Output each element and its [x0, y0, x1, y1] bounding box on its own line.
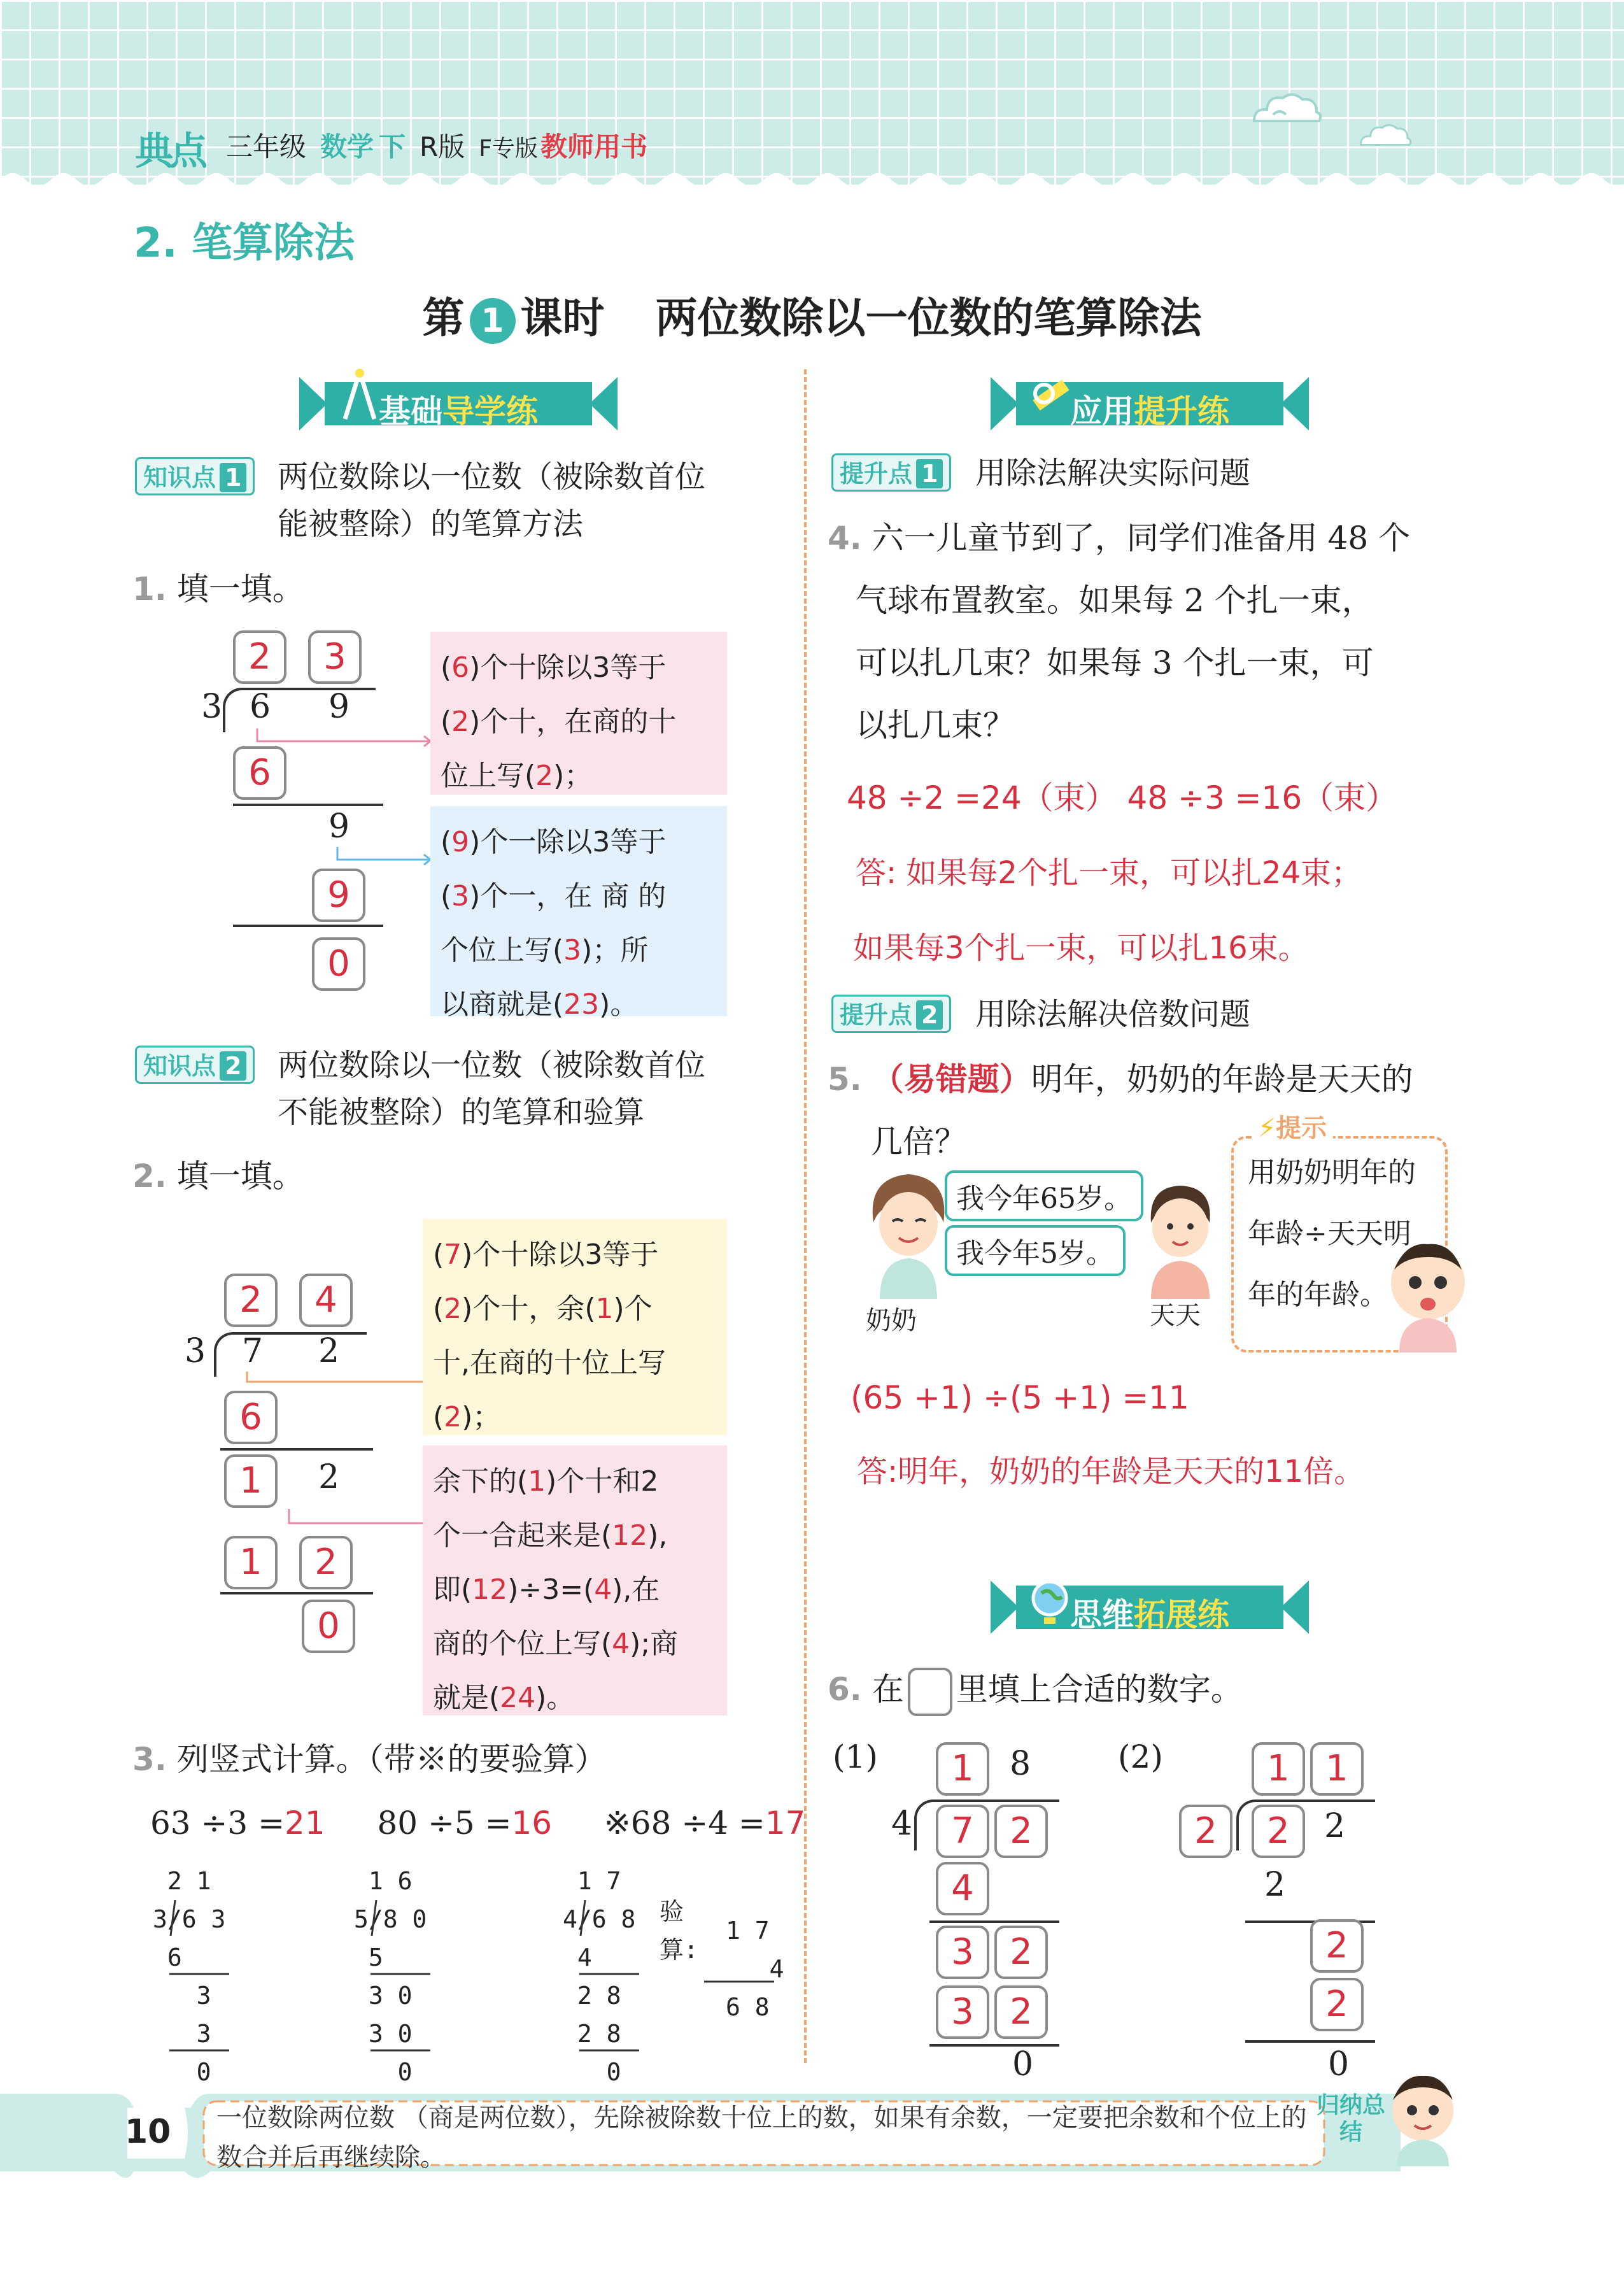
quotient-ones-box[interactable]: 1: [1310, 1742, 1364, 1796]
remainder-ones-box[interactable]: 2: [994, 1926, 1048, 1979]
q4-answer-1: 48 ÷2 =24（束） 48 ÷3 =16（束）: [847, 779, 1398, 816]
remainder-tens-box[interactable]: 3: [936, 1926, 989, 1979]
lesson-prefix: 第: [422, 294, 465, 343]
section-title: 2. 笔算除法: [134, 220, 355, 267]
answer: 9: [451, 826, 470, 858]
arrows: [255, 726, 433, 885]
quotient-tens-box[interactable]: 1: [936, 1742, 989, 1796]
divisor: 3: [185, 1332, 206, 1370]
dividend-ones-box[interactable]: 2: [994, 1805, 1048, 1858]
part-label: (2): [1118, 1738, 1163, 1775]
answer: 2: [444, 1401, 462, 1433]
lightning-icon: ⚡: [1258, 1114, 1276, 1143]
kp2-title-line2: 不能被整除）的笔算和验算: [278, 1095, 645, 1130]
calc-2: 1 6 5/8 0 5 3 0 3 0 0: [354, 1867, 427, 2086]
cloud-icon: [1248, 89, 1324, 127]
q6-text: 里填上合适的数字。: [956, 1671, 1243, 1708]
q5-answer-2: 答:明年，奶奶的年龄是天天的11倍。: [857, 1454, 1365, 1489]
part-label: (1): [833, 1738, 878, 1775]
q6-text: 在: [872, 1671, 904, 1708]
ribbon-text-b: 拓展练: [1134, 1596, 1229, 1633]
knowledge-point-2-title: [278, 1042, 705, 1136]
final-remainder: 0: [1012, 2045, 1034, 2084]
tag-label: 知识点: [143, 464, 216, 492]
arrows: [244, 1369, 433, 1547]
question-5: [828, 1048, 1413, 1111]
applied-practice-ribbon: [991, 377, 1309, 430]
tiantian-name: 天天: [1150, 1301, 1201, 1330]
ribbon-text-b: 提升练: [1134, 393, 1229, 430]
q5-answer-1: (65 +1) ÷(5 +1) =11: [851, 1379, 1189, 1416]
check-calc: 1 7 4 6 8: [726, 1917, 784, 2021]
child-mascot: [1380, 1238, 1476, 1352]
answer: 3: [451, 880, 470, 912]
hint-line: 年龄÷天天明: [1248, 1218, 1411, 1250]
hint-title: [1252, 1108, 1333, 1144]
hint-line: 用奶奶明年的: [1248, 1156, 1416, 1189]
step2-tens-box[interactable]: 3: [936, 1985, 989, 2039]
header-book-info: [226, 126, 661, 164]
q5-line: 明年，奶奶的年龄是天天的: [1031, 1061, 1413, 1098]
remainder-ones-box[interactable]: 2: [1310, 1919, 1364, 1973]
bring-down-digit: 9: [328, 807, 350, 846]
dividend-tens: 7: [242, 1332, 264, 1370]
q5-line2: 几倍？: [871, 1123, 966, 1160]
q2-note-1: (7)个十除以3等于 (2)个十，余(1)个 十,在商的十位上写 (2)；: [423, 1219, 727, 1435]
question-2: [132, 1153, 304, 1200]
answer: 1: [528, 1465, 546, 1498]
q1-note-2: (9)个一除以3等于 (3)个一，在 商 的 个位上写(3)；所 以商就是(23)。: [430, 806, 727, 1016]
knowledge-point-1-title: [278, 453, 705, 548]
knowledge-point-1-tag: [135, 457, 255, 495]
question-text: 列竖式计算。（带※的要验算）: [176, 1741, 607, 1778]
q3-expressions: [150, 1800, 805, 1847]
step1-box[interactable]: 6: [233, 746, 286, 800]
quotient-tens-box[interactable]: 1: [1252, 1742, 1305, 1796]
error-prone-tag: （易错题）: [872, 1061, 1031, 1098]
dividend-ones: 2: [318, 1332, 340, 1370]
calc-1: 2 1 3/6 3 6 3 3 0: [153, 1867, 226, 2086]
hint-line: 年的年龄。: [1248, 1279, 1388, 1311]
tag-label: 知识点: [143, 1052, 216, 1080]
dividend-tens-box[interactable]: 2: [1252, 1805, 1305, 1858]
subtraction-line: [929, 2044, 1059, 2047]
final-remainder: 0: [1328, 2045, 1350, 2084]
quotient-ones-box[interactable]: 3: [308, 630, 362, 684]
remainder-tens-box[interactable]: 1: [224, 1454, 278, 1508]
question-number: 3.: [132, 1741, 167, 1778]
tag-number: 2: [916, 1000, 943, 1030]
question-number: 6.: [828, 1671, 862, 1708]
answer: 12: [612, 1519, 648, 1552]
q4-line: 以扎几束？: [856, 707, 1015, 744]
subtract-tens-box[interactable]: 1: [224, 1536, 278, 1589]
grandma-avatar: [861, 1165, 956, 1299]
answer: 16: [511, 1805, 553, 1842]
term-label: 下: [379, 131, 406, 162]
answer: 4: [612, 1628, 630, 1660]
dividend-ones: 2: [1324, 1807, 1346, 1845]
question-text: 填一填。: [176, 1158, 304, 1195]
tag-number: 2: [220, 1051, 246, 1081]
lesson-title: [0, 284, 1624, 344]
grade-label: 三年级: [226, 131, 307, 162]
step1-box[interactable]: 6: [224, 1391, 278, 1444]
answer: 2: [444, 1293, 462, 1325]
subject-label: 数学: [320, 131, 374, 162]
edition-label: R版: [420, 131, 465, 162]
answer: 21: [285, 1805, 325, 1842]
quotient-tens-box[interactable]: 2: [224, 1274, 278, 1327]
summary-badge: 归纳总结: [1316, 2092, 1385, 2145]
improvement-point-2-title: 用除法解决倍数问题: [975, 997, 1251, 1032]
improvement-point-1-tag: [831, 453, 951, 492]
kp2-title-line1: 两位数除以一位数（被除数首位: [278, 1047, 706, 1083]
quotient-tens-box[interactable]: 2: [233, 630, 286, 684]
summary-text: 一位数除两位数 （商是两位数），先除被除数十位上的数，如果有余数，一定要把余数和个位上的数合并后再继续除。: [216, 2103, 1307, 2172]
step3-box[interactable]: 9: [312, 869, 365, 922]
thinking-practice-ribbon: [991, 1580, 1309, 1634]
answer: 23: [563, 988, 600, 1021]
q4-answer-2: 答: 如果每2个扎一束，可以扎24束；: [856, 855, 1362, 891]
calc-3: 1 7 4/6 8 4 2 8 2 8 0: [563, 1867, 636, 2086]
q2-note-2: 余下的(1)个十和2 个一合起来是(12), 即(12)÷3=(4),在 商的个位上写(4);商 就是(24)。: [423, 1445, 727, 1715]
divisor: 3: [201, 688, 223, 726]
lesson-name: 两位数除以一位数的笔算除法: [655, 294, 1202, 343]
step1-digit: 2: [1264, 1866, 1286, 1904]
answer: 24: [500, 1682, 536, 1714]
answer: 4: [594, 1573, 612, 1606]
subtraction-line: [233, 925, 383, 927]
step2-ones-box[interactable]: 2: [1310, 1978, 1364, 2031]
tiantian-avatar: [1136, 1178, 1225, 1299]
remainder-box[interactable]: 0: [302, 1600, 355, 1653]
page-number: 10: [125, 2113, 171, 2151]
ribbon-text-a: 思维: [1070, 1596, 1134, 1633]
kp1-title-line1: 两位数除以一位数（被除数首位: [278, 459, 706, 495]
dividend-tens: 6: [250, 688, 271, 726]
book-label: 教师用书: [540, 131, 647, 162]
question-1: [132, 565, 304, 613]
answer: 1: [595, 1293, 614, 1325]
subtraction-line: [220, 1592, 373, 1594]
remainder-box[interactable]: 0: [312, 937, 365, 991]
q4-answer-3: 如果每3个扎一束，可以扎16束。: [853, 930, 1309, 966]
question-6: [828, 1658, 1243, 1721]
ribbon-text-a: 应用: [1070, 393, 1134, 430]
improvement-point-1-title: 用除法解决实际问题: [975, 455, 1251, 491]
subtraction-line: [929, 1920, 1059, 1923]
expression: 63 ÷3 =: [150, 1805, 285, 1842]
tag-number: 1: [916, 459, 943, 488]
grandma-speech-bubble: 我今年65岁。: [945, 1170, 1143, 1221]
question-number: 5.: [828, 1061, 862, 1098]
bring-down-digit: 2: [318, 1458, 340, 1496]
grandma-name: 奶奶: [866, 1306, 917, 1335]
expression: 80 ÷5 =: [377, 1805, 512, 1842]
lesson-suffix: 课时: [520, 294, 605, 343]
subtract-ones-box[interactable]: 2: [299, 1536, 353, 1589]
answer: 12: [472, 1573, 508, 1606]
calc-lines: [146, 1898, 796, 2076]
brand-logo: 典点: [135, 129, 204, 174]
answer: 17: [765, 1805, 806, 1842]
knowledge-point-2-tag: [135, 1046, 255, 1084]
question-number: 1.: [132, 571, 167, 607]
tag-label: 提升点: [840, 1001, 913, 1029]
tag-label: 提升点: [840, 460, 913, 488]
q4-line: 气球布置教室。如果每 2 个扎一束，: [856, 582, 1374, 619]
q1-note-1: (6)个十除以3等于 (2)个十，在商的十 位上写(2)；: [430, 632, 727, 795]
expression: ※68 ÷4 =: [604, 1805, 765, 1842]
check-label: 验 算:: [660, 1898, 698, 1964]
ribbon-text-b: 导学练: [442, 393, 538, 430]
answer: 3: [563, 934, 582, 967]
step1-box[interactable]: 4: [936, 1862, 989, 1915]
header-wave-edge: [0, 167, 1624, 192]
subtraction-line: [1245, 2040, 1375, 2043]
improvement-point-2-tag: [831, 995, 951, 1033]
divisor: 4: [891, 1805, 913, 1843]
q4-line: 六一儿童节到了，同学们准备用 48 个: [872, 520, 1411, 557]
lesson-number: 1: [470, 298, 516, 344]
quotient-ones-box[interactable]: 4: [299, 1274, 353, 1327]
cloud-icon: [1356, 121, 1413, 150]
ribbon-text-a: 基础: [379, 393, 442, 430]
question-4: [828, 507, 1490, 756]
divisor-box[interactable]: 2: [1179, 1805, 1232, 1858]
question-3: [132, 1736, 607, 1783]
hint-title-text: 提示: [1276, 1114, 1327, 1143]
question-number: 4.: [828, 520, 862, 557]
basic-practice-ribbon: [299, 377, 618, 430]
question-number: 2.: [132, 1158, 167, 1195]
answer: 6: [451, 651, 470, 684]
answer: 7: [444, 1239, 462, 1271]
kp1-title-line2: 能被整除）的笔算方法: [278, 506, 584, 542]
quotient-ones: 8: [1010, 1745, 1031, 1783]
dividend-ones: 9: [328, 688, 350, 726]
answer: 2: [451, 706, 470, 738]
answer: 2: [535, 760, 554, 792]
step2-ones-box[interactable]: 2: [994, 1985, 1048, 2039]
q4-line: 可以扎几束？如果每 3 个扎一束，可: [856, 644, 1374, 681]
blank-box-sample: [908, 1668, 952, 1716]
tiantian-speech-bubble: 我今年5岁。: [945, 1225, 1126, 1276]
question-text: 填一填。: [176, 571, 304, 607]
dividend-tens-box[interactable]: 7: [936, 1805, 989, 1858]
child-mascot: [1381, 2071, 1464, 2166]
series-label: F专版: [479, 136, 538, 162]
tag-number: 1: [220, 463, 246, 492]
